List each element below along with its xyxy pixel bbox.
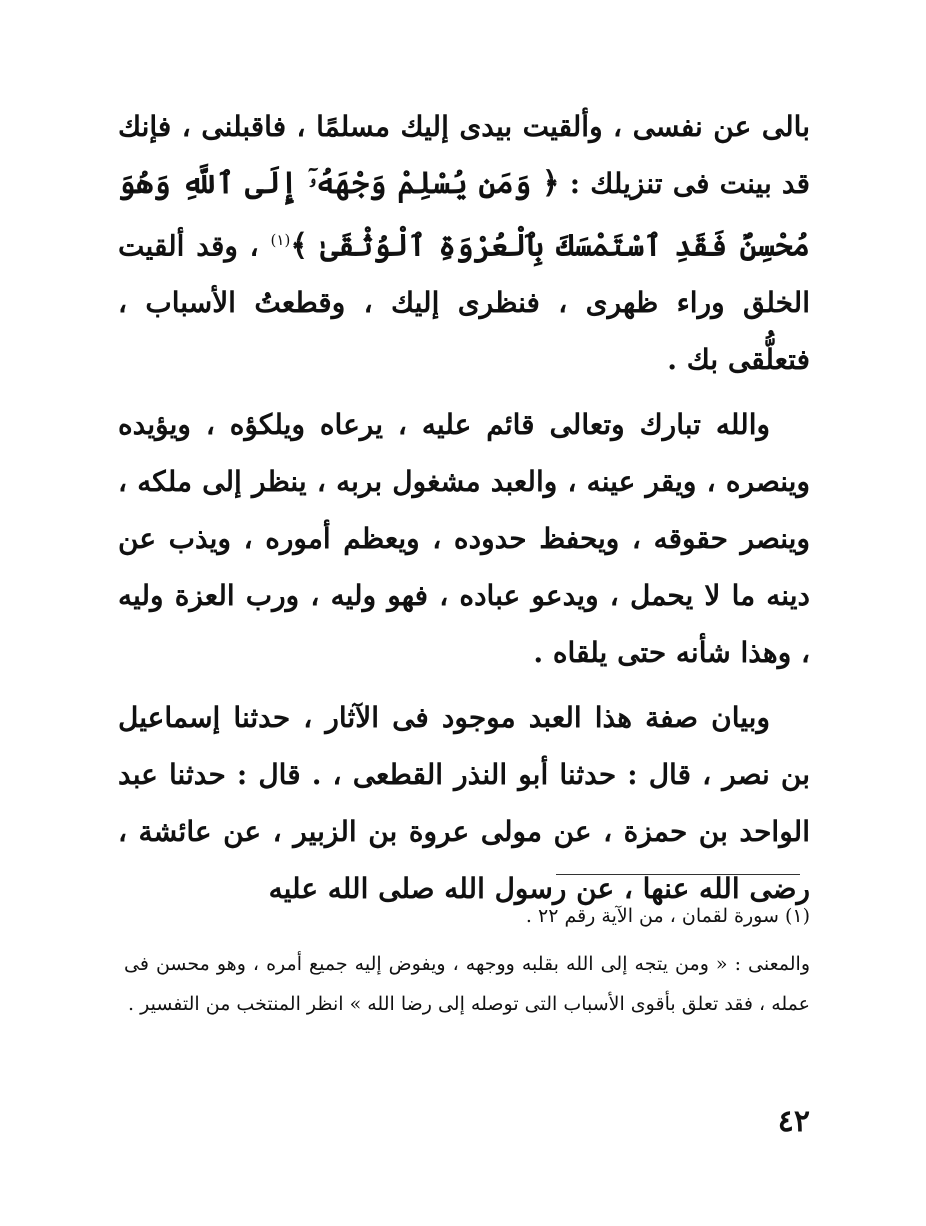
paragraph-spacer [118,681,810,689]
footnote-explanation: والمعنى : « ومن يتجه إلى الله بقلبه ووجهه ، ويفوض إليه جميع أمره ، وهو محسن فى عمله ، فقد تعلق بأقوى الأسباب التى توصله إلى رضا الله » انظر المنتخب من التفسير . [124,953,810,1015]
paragraph-3: وبيان صفة هذا العبد موجود فى الآثار ، حدثنا إسماعيل بن نصر ، قال : حدثنا أبو النذر القطعى ، . قال : حدثنا عبد الواحد بن حمزة ، عن مولى عروة بن الزبير ، عن عائشة ، رضى الله عنها ، عن رسول الله صلى الله عليه [118,701,810,906]
quran-verse: ﴿ وَمَن يُسْلِمْ وَجْهَهُۥٓ إِلَى ٱللَّهِ وَهُوَ مُحْسِنٌ فَقَدِ ٱسْتَمْسَكَ بِٱلْعُرْوَةِ ٱلْوُثْقَىٰ ﴾ [118,166,810,264]
paragraph-spacer [118,388,810,396]
footnotes [124,896,810,1024]
footnote-reference: (١) [270,231,291,249]
main-text [118,98,810,917]
paragraph-1 [118,98,810,388]
paragraph-1-text-a: بالى عن نفسى ، وألقيت بيدى إليك مسلمًا ، فاقبلنى ، فإنك قد بينت فى تنزيلك : [118,110,810,200]
footnote-divider [556,874,800,875]
paragraph-2: والله تبارك وتعالى قائم عليه ، يرعاه ويلكؤه ، ويؤيده وينصره ، ويقر عينه ، والعبد مشغول بربه ، ينظر إلى ملكه ، وينصر حقوقه ، ويحفظ حدوده ، ويعظم أموره ، ويذب عن دينه ما لا يحمل ، ويدعو عباده ، فهو وليه ، ورب العزة وليه ، وهذا شأنه حتى يلقاه . [118,408,810,670]
footnote-1: (١) سورة لقمان ، من الآية رقم ٢٢ . [525,905,810,927]
paragraph-1-text-b: ، وقد ألقيت الخلق وراء ظهرى ، فنظرى إليك ، وقطعتُ الأسباب ، فتعلُّقى بك . [118,229,810,377]
page-number: ٤٢ [777,1104,810,1139]
